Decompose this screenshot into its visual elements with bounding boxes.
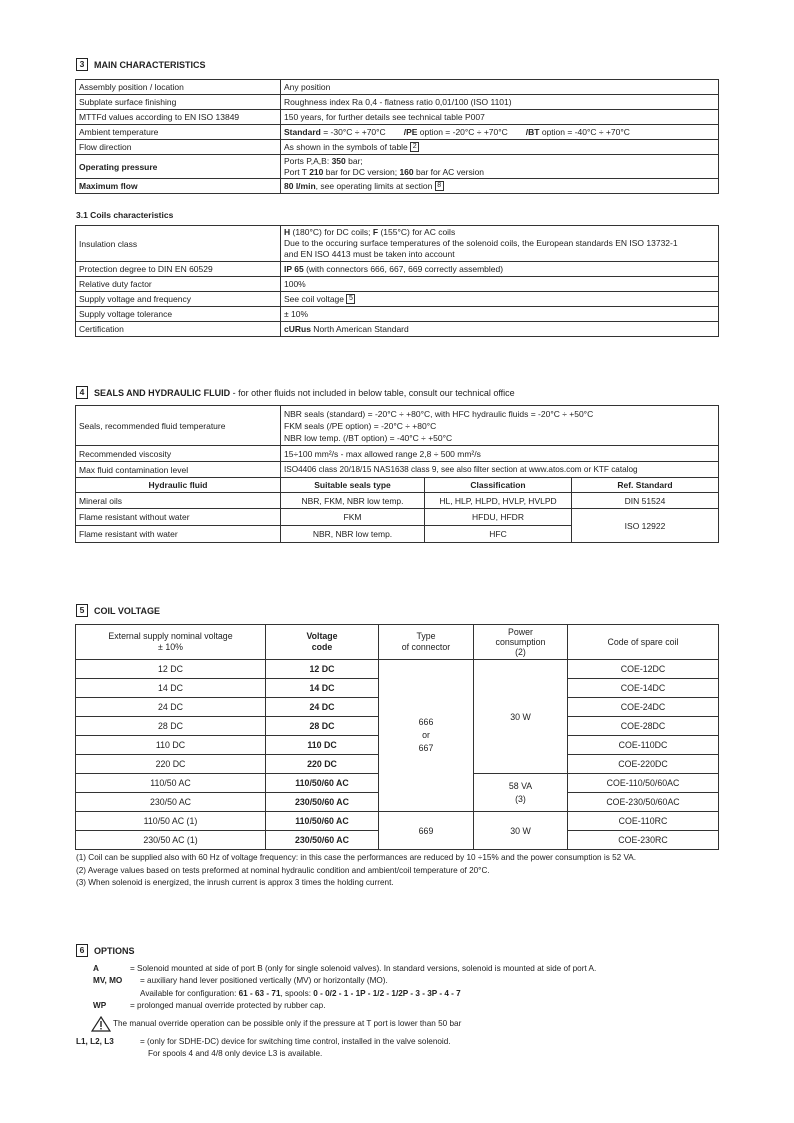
voltage-cell: 230/50 AC	[76, 793, 266, 812]
header-line: consumption	[495, 637, 546, 647]
insulation-note: Due to the occuring surface temperatures of the solenoid coils, the European standards EN ISO 13732-1	[284, 238, 678, 248]
footnotes	[76, 852, 636, 890]
table-row	[76, 110, 719, 125]
spare-cell: COE-230RC	[568, 831, 719, 850]
coils-table	[75, 225, 719, 337]
row-label: Subplate surface finishing	[76, 95, 281, 110]
row-value	[281, 125, 719, 140]
section-ref: 5	[346, 294, 355, 304]
voltage-cell: 110 DC	[76, 736, 266, 755]
class-f-text: (155°C) for AC coils	[378, 227, 456, 237]
code-cell: 230/50/60 AC	[266, 793, 379, 812]
option-wp	[76, 1000, 596, 1012]
code-cell: 110/50/60 AC	[266, 774, 379, 793]
ports-pressure: 350	[331, 155, 346, 166]
bt-label: /BT	[525, 127, 540, 137]
voltage-cell: 110/50 AC	[76, 774, 266, 793]
voltage-cell: 14 DC	[76, 679, 266, 698]
config-values: 61 - 63 - 71	[238, 988, 281, 998]
header-line: of connector	[401, 642, 451, 652]
dc-pressure: 210	[309, 166, 324, 177]
spare-cell: COE-230/50/60AC	[568, 793, 719, 812]
section-title: COIL VOLTAGE	[94, 605, 161, 616]
column-header	[474, 625, 568, 660]
standard-label: Standard	[284, 127, 321, 137]
warning-icon	[91, 1016, 111, 1032]
table-row	[76, 322, 719, 337]
standard-range: = -30°C ÷ +70°C	[320, 127, 386, 137]
section-number: 4	[76, 386, 88, 399]
option-text: = prolonged manual override protected by rubber cap.	[130, 1000, 326, 1010]
class-h-text: (180°C) for DC coils;	[290, 227, 373, 237]
code-cell: 12 DC	[266, 660, 379, 679]
option-text: = auxiliary hand lever positioned vertically (MV) or horizontally (MO).	[140, 976, 388, 986]
seal-line: NBR seals (standard) = -20°C ÷ +80°C, with HFC hydraulic fluids = -20°C ÷ +50°C	[284, 408, 594, 419]
row-value	[281, 292, 719, 307]
section-title: SEALS AND HYDRAULIC FLUID	[94, 387, 231, 398]
code-cell: 220 DC	[266, 755, 379, 774]
spare-cell: COE-110DC	[568, 736, 719, 755]
standard-cell: DIN 51524	[572, 493, 719, 509]
column-header: Hydraulic fluid	[76, 478, 281, 493]
row-label: Certification	[76, 322, 281, 337]
row-label: Ambient temperature	[76, 125, 281, 140]
row-label: Operating pressure	[76, 155, 281, 179]
connector-line: or	[422, 730, 430, 740]
row-value: Roughness index Ra 0,4 - flatness ratio 0,01/100 (ISO 1101)	[281, 95, 719, 110]
row-value	[281, 140, 719, 155]
fluid-cell: Mineral oils	[76, 493, 281, 509]
code-cell: 110/50/60 AC	[266, 812, 379, 831]
table-row	[76, 80, 719, 95]
spools-values: 0 - 0/2 - 1 - 1P - 1/2 - 1/2P - 3 - 3P - 4 - 7	[313, 988, 461, 998]
table-row	[76, 95, 719, 110]
row-value: 150 years, for further details see technical table P007	[281, 110, 719, 125]
row-label: Maximum flow	[76, 179, 281, 194]
column-header	[379, 625, 474, 660]
code-cell: 110 DC	[266, 736, 379, 755]
section-4-heading	[76, 386, 515, 399]
coil-voltage-table	[75, 624, 719, 850]
header-line: code	[311, 642, 333, 652]
standard-cell: ISO 12922	[572, 509, 719, 543]
column-header	[76, 625, 266, 660]
option-text: = (only for SDHE-DC) device for switching time control, installed in the valve solenoid.	[140, 1037, 451, 1047]
option-key: WP	[93, 1000, 107, 1010]
spare-cell: COE-220DC	[568, 755, 719, 774]
row-label: Supply voltage and frequency	[76, 292, 281, 307]
spare-cell: COE-12DC	[568, 660, 719, 679]
fluid-cell: Flame resistant with water	[76, 526, 281, 543]
connector-cell: 669	[379, 812, 474, 850]
bt-range: option = -40°C ÷ +70°C	[539, 127, 630, 137]
spare-cell: COE-24DC	[568, 698, 719, 717]
warning-row	[76, 1016, 596, 1032]
voltage-cell: 24 DC	[76, 698, 266, 717]
row-label: Insulation class	[76, 226, 281, 262]
table-row	[76, 406, 719, 446]
row-value: 15÷100 mm²/s - max allowed range 2,8 ÷ 500 mm²/s	[281, 446, 719, 462]
row-value	[281, 262, 719, 277]
table-row	[76, 125, 719, 140]
ac-pressure: 160	[399, 166, 414, 177]
code-cell: 24 DC	[266, 698, 379, 717]
option-mv-mo	[76, 975, 596, 987]
cert-mark: cURus	[284, 324, 311, 334]
row-value	[281, 226, 719, 262]
coils-subheading: 3.1 Coils characteristics	[76, 210, 174, 220]
column-header: Ref. Standard	[572, 478, 719, 493]
class-cell: HFC	[425, 526, 572, 543]
column-header: Code of spare coil	[568, 625, 719, 660]
power-cell: 30 W	[474, 660, 568, 774]
spare-cell: COE-28DC	[568, 717, 719, 736]
code-cell: 28 DC	[266, 717, 379, 736]
fluid-cell: Flame resistant without water	[76, 509, 281, 526]
row-label: Max fluid contamination level	[76, 462, 281, 478]
ip-text: (with connectors 666, 667, 669 correctly assembled)	[303, 264, 504, 274]
options-list	[76, 963, 596, 1061]
table-row	[76, 307, 719, 322]
table-row	[76, 462, 719, 478]
row-value	[281, 322, 719, 337]
power-line: (3)	[515, 793, 526, 804]
voltage-cell: 110/50 AC (1)	[76, 812, 266, 831]
header-line: Power	[508, 627, 533, 637]
header-line: (2)	[515, 647, 526, 657]
voltage-text: See coil voltage	[284, 293, 345, 304]
header-line: ± 10%	[158, 642, 183, 652]
row-value	[281, 155, 719, 179]
max-flow-text: , see operating limits at section	[315, 180, 433, 191]
table-row	[76, 155, 719, 179]
column-header: Suitable seals type	[281, 478, 425, 493]
pe-label: /PE	[403, 127, 418, 137]
column-header	[266, 625, 379, 660]
row-label: Protection degree to DIN EN 60529	[76, 262, 281, 277]
insulation-note: and EN ISO 4413 must be taken into account	[284, 249, 455, 259]
connector-cell	[379, 660, 474, 812]
table-row	[76, 446, 719, 462]
footnote: (3) When solenoid is energized, the inrush current is approx 3 times the holding current.	[76, 878, 394, 887]
table-row	[76, 660, 719, 679]
seal-line: NBR low temp. (/BT option) = -40°C ÷ +50°C	[284, 432, 453, 443]
ports-unit: bar;	[345, 155, 363, 166]
row-value	[281, 406, 719, 446]
class-f: F	[372, 227, 379, 237]
config-label: Available for configuration:	[140, 988, 239, 998]
table-row	[76, 509, 719, 526]
footnote: (2) Average values based on tests preformed at nominal hydraulic condition and ambient/coil temperature of 20°C.	[76, 865, 490, 875]
header-line: Type	[416, 631, 436, 641]
connector-line: 666	[418, 717, 434, 727]
table-row	[76, 292, 719, 307]
seals-cell: NBR, NBR low temp.	[281, 526, 425, 543]
class-cell: HL, HLP, HLPD, HVLP, HVLPD	[425, 493, 572, 509]
power-line: 58 VA	[508, 780, 533, 791]
table-row	[76, 179, 719, 194]
table-row	[76, 226, 719, 262]
spare-cell: COE-14DC	[568, 679, 719, 698]
column-header: Classification	[425, 478, 572, 493]
ac-text: bar for AC version	[413, 166, 485, 177]
header-row	[76, 625, 719, 660]
spare-cell: COE-110RC	[568, 812, 719, 831]
row-label: MTTFd values according to EN ISO 13849	[76, 110, 281, 125]
section-number: 6	[76, 944, 88, 957]
row-label: Recommended viscosity	[76, 446, 281, 462]
class-h: H	[284, 227, 291, 237]
warning-text: The manual override operation can be possible only if the pressure at T port is lower than 50 bar	[113, 1019, 462, 1029]
ip-rating: IP 65	[284, 264, 304, 274]
voltage-cell: 28 DC	[76, 717, 266, 736]
footnote: (1) Coil can be supplied also with 60 Hz of voltage frequency: in this case the performances are reduced by 10 ÷15% and the power consumption is 52 VA.	[76, 853, 637, 862]
section-5-heading	[76, 604, 160, 617]
seals-cell: NBR, FKM, NBR low temp.	[281, 493, 425, 509]
port-t-text: Port T	[284, 166, 310, 177]
section-number: 5	[76, 604, 88, 617]
table-row	[76, 262, 719, 277]
seals-cell: FKM	[281, 509, 425, 526]
option-key: MV, MO	[93, 976, 123, 986]
spools-label: , spools:	[280, 988, 314, 998]
dc-text: bar for DC version;	[323, 166, 400, 177]
section-ref: 8	[435, 181, 444, 191]
row-value: 100%	[281, 277, 719, 292]
section-subtitle: - for other fluids not included in below table, consult our technical office	[230, 387, 515, 398]
section-ref: 2	[410, 142, 419, 152]
spare-cell: COE-110/50/60AC	[568, 774, 719, 793]
option-key: L1, L2, L3	[76, 1037, 114, 1047]
option-l-note: For spools 4 and 4/8 only device L3 is available.	[148, 1049, 323, 1059]
section-3-heading	[76, 58, 206, 71]
table-row	[76, 493, 719, 509]
row-value: Any position	[281, 80, 719, 95]
section-title: OPTIONS	[94, 945, 135, 956]
cert-text: North American Standard	[310, 324, 409, 334]
table-row	[76, 812, 719, 831]
row-value: ISO4406 class 20/18/15 NAS1638 class 9, see also filter section at www.atos.com or KTF catalog	[281, 462, 719, 478]
flow-text: As shown in the symbols of table	[284, 141, 408, 152]
option-a	[76, 963, 596, 975]
row-value	[281, 179, 719, 194]
seals-table	[75, 405, 719, 543]
section-number: 3	[76, 58, 88, 71]
header-row	[76, 478, 719, 493]
code-cell: 230/50/60 AC	[266, 831, 379, 850]
seal-line: FKM seals (/PE option) = -20°C ÷ +80°C	[284, 420, 437, 431]
section-title: MAIN CHARACTERISTICS	[94, 59, 206, 70]
class-cell: HFDU, HFDR	[425, 509, 572, 526]
voltage-cell: 220 DC	[76, 755, 266, 774]
section-6-heading	[76, 944, 135, 957]
voltage-cell: 230/50 AC (1)	[76, 831, 266, 850]
header-line: Voltage	[306, 631, 338, 641]
option-text: = Solenoid mounted at side of port B (only for single solenoid valves). In standard versions, solenoid is mounted at side of port A.	[130, 964, 597, 973]
power-cell: 30 W	[474, 812, 568, 850]
row-value: ± 10%	[281, 307, 719, 322]
row-label: Relative duty factor	[76, 277, 281, 292]
voltage-cell: 12 DC	[76, 660, 266, 679]
connector-line: 667	[418, 743, 434, 753]
max-flow-value: 80 l/min	[284, 180, 316, 191]
header-line: External supply nominal voltage	[108, 631, 233, 641]
power-cell	[474, 774, 568, 812]
table-row	[76, 140, 719, 155]
option-l	[76, 1036, 596, 1048]
main-characteristics-table	[75, 79, 719, 194]
table-row	[76, 277, 719, 292]
row-label: Seals, recommended fluid temperature	[76, 406, 281, 446]
option-key: A	[93, 964, 99, 973]
ports-text: Ports P,A,B:	[284, 155, 332, 166]
code-cell: 14 DC	[266, 679, 379, 698]
row-label: Flow direction	[76, 140, 281, 155]
row-label: Assembly position / location	[76, 80, 281, 95]
row-label: Supply voltage tolerance	[76, 307, 281, 322]
option-mv-config	[76, 988, 596, 1000]
pe-range: option = -20°C ÷ +70°C	[417, 127, 508, 137]
